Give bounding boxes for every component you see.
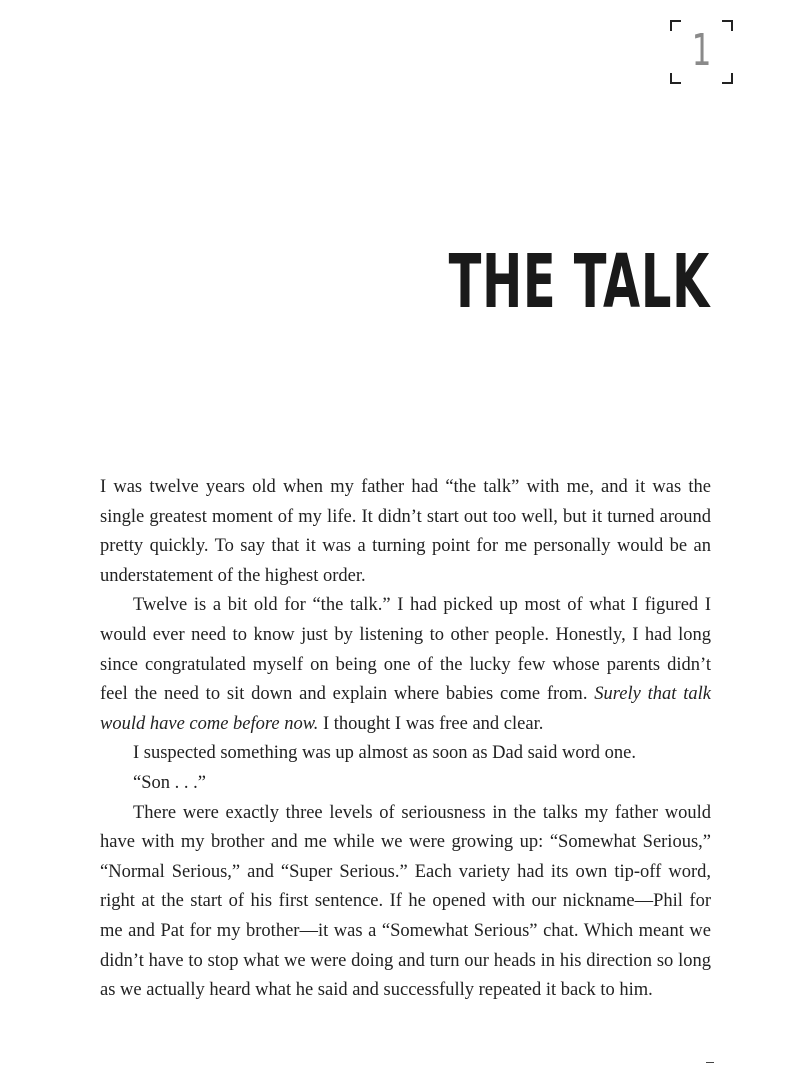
paragraph-5: There were exactly three levels of seriousness in the talks my father would have with my brother and me while we were growing up: “Somewhat Serious,” “Normal Serious,” and “Super Serious.” Each variety had its own tip-off word, right at the start of his first sentence. If he opened with our nickname—Phil for me and Pat for my brother—it was a “Somewhat Serious” chat. Which meant we didn’t have to stop what we were doing and turn our heads in his direction so long as we actually heard what he said and successfully repeated it back to him. (100, 802, 711, 1001)
paragraph-1: I was twelve years old when my father had “the talk” with me, and it was the single greatest moment of my life. It didn’t start out too well, but it turned around pretty quickly. To say that it was a turning point for me personally would be an understatement of the highest order. (100, 477, 711, 586)
paragraph-2-text-end: I thought I was free and clear. (318, 713, 544, 734)
paragraph-3: I suspected something was up almost as soon as Dad said word one. (133, 743, 637, 764)
paragraph-2-italic-text: Surely that talk would have come before now. (100, 684, 711, 734)
paragraph-2-text: Twelve is a bit old for “the talk.” I had picked up most of what I figured I would ever need to know just by listening to other people. Honestly, I had long since congratulated myself on being one of the lucky few whose parents didn’t feel the need to sit down and explain where babies come from. (100, 595, 711, 705)
chapter-title: THE TALK (448, 239, 710, 325)
chapter-number-marker (670, 20, 733, 84)
page-edge-mark (706, 1062, 714, 1063)
paragraph-2 (100, 591, 711, 739)
paragraph-4: “Son . . .” (133, 772, 206, 793)
chapter-body (100, 473, 711, 1006)
bracket-corner-top-right (722, 20, 733, 31)
chapter-number: 1 (691, 25, 712, 76)
bracket-corner-bottom-right (722, 73, 733, 84)
